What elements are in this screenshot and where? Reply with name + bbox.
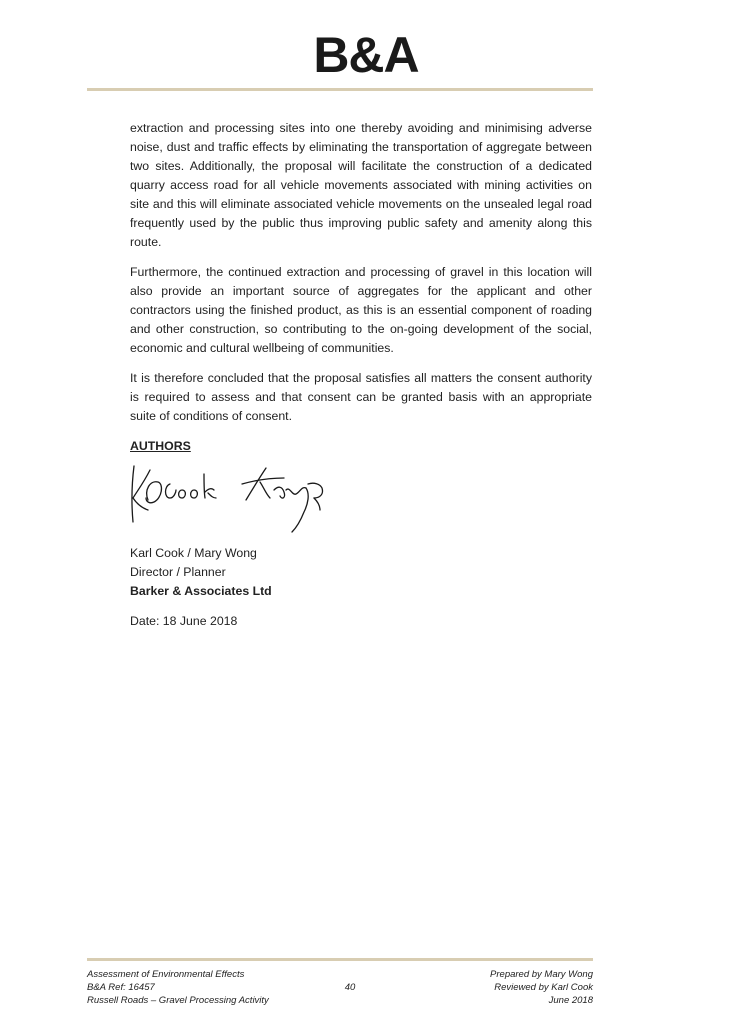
footer-document-info <box>87 968 317 1007</box>
authors-heading: AUTHORS <box>130 439 191 453</box>
signatory-names: Karl Cook / Mary Wong <box>130 546 257 560</box>
body-paragraph-2: Furthermore, the continued extraction and processing of gravel in this location will also provide an important source of aggregates for the applicant and other contractors using the finished product, as this is an essential component of roading and other construction, so contributing to the on-going development of the social, economic and cultural wellbeing of communities. <box>130 265 592 355</box>
body-paragraph-1: extraction and processing sites into one thereby avoiding and minimising adverse noise, dust and traffic effects by eliminating the transportation of aggregate between two sites. Additionally, the proposal will facilitate the construction of a dedicated quarry access road for all vehicle movements associated with mining activities on site and this will eliminate associated vehicle movements on the unsealed legal road frequently used by the public thus improving public safety and amenity along this route. <box>130 121 592 249</box>
company-name: Barker & Associates Ltd <box>130 584 272 598</box>
footer-project: Russell Roads – Gravel Processing Activity <box>87 995 269 1006</box>
footer-author-info <box>393 968 593 1007</box>
page-number: 40 <box>344 982 356 993</box>
company-logo: B&A <box>313 27 419 83</box>
footer-reviewed-by: Reviewed by Karl Cook <box>494 982 593 993</box>
footer-reference: B&A Ref: 16457 <box>87 982 155 993</box>
footer-prepared-by: Prepared by Mary Wong <box>490 969 593 980</box>
footer-document-title: Assessment of Environmental Effects <box>87 969 245 980</box>
signatory-roles: Director / Planner <box>130 565 226 579</box>
document-date: Date: 18 June 2018 <box>130 614 238 628</box>
handwritten-signatures <box>124 460 339 540</box>
signature-block <box>130 544 592 601</box>
header-divider <box>87 88 593 91</box>
footer-date: June 2018 <box>548 995 593 1006</box>
body-paragraph-3: It is therefore concluded that the proposal satisfies all matters the consent authority is required to assess and that consent can be granted basis with an appropriate suite of conditions of consent. <box>130 371 592 423</box>
document-body <box>130 119 592 631</box>
footer-divider <box>87 958 593 961</box>
